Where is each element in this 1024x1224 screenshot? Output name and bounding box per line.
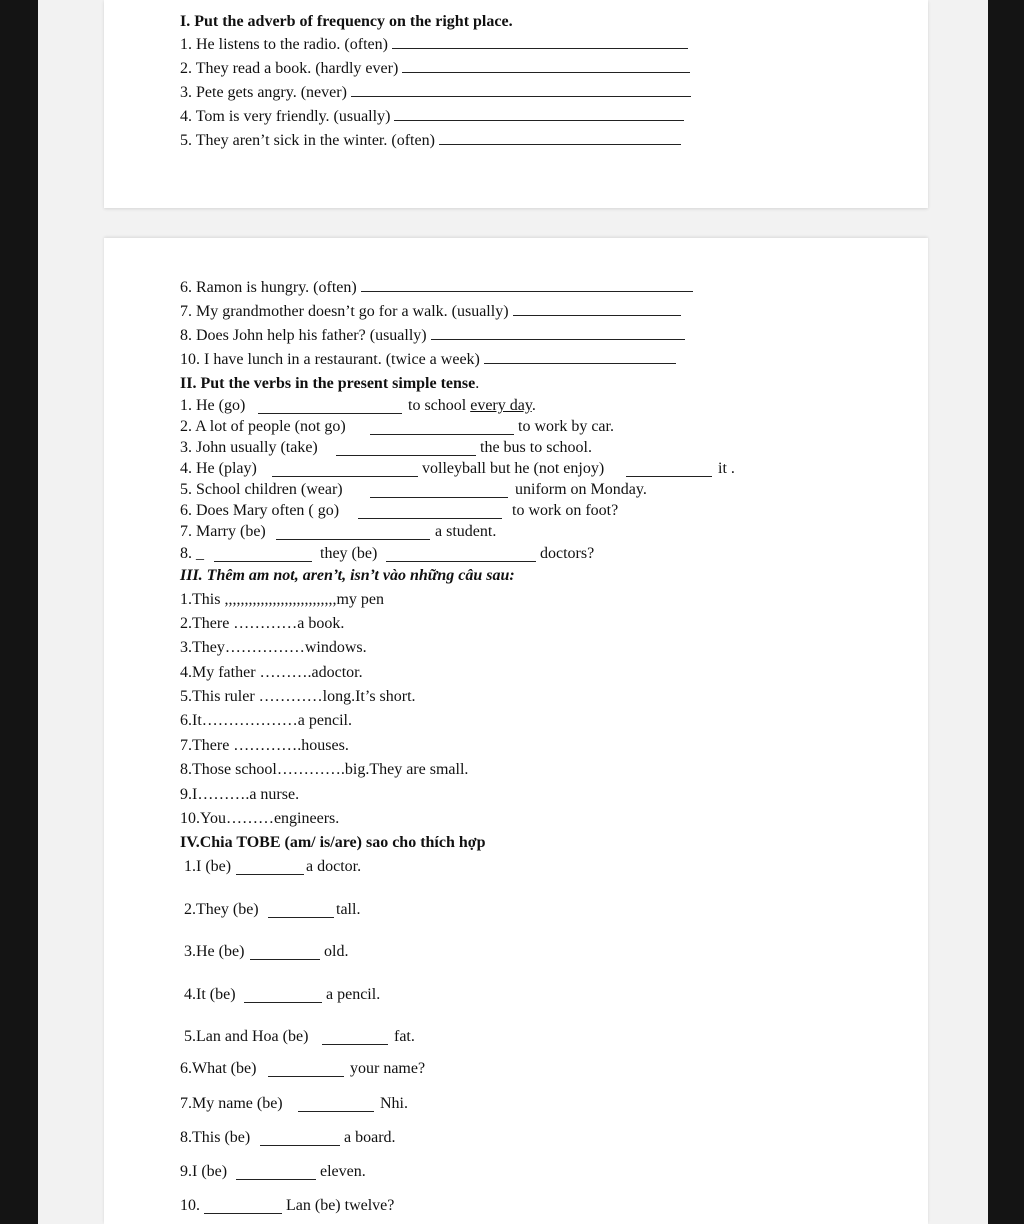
sec3-item-3: 3.They……………windows. [180, 639, 367, 656]
section-2-title: II. Put the verbs in the present simple tense. [180, 375, 480, 392]
sec4-item-8: 8.This (be) a board. [180, 1129, 396, 1146]
section-1-title: I. Put the adverb of frequency on the right place. [180, 13, 513, 30]
sec3-item-1: 1.This ,,,,,,,,,,,,,,,,,,,,,,,,,,,,my pen [180, 591, 384, 608]
sec1-item-3: 3. Pete gets angry. (never) [180, 83, 691, 103]
sec2-q2: 2. A lot of people (not go) to work by car. [180, 418, 614, 435]
sec4-item-9: 9.I (be) eleven. [180, 1163, 366, 1180]
sec3-item-10: 10.You………engineers. [180, 810, 340, 827]
section-4-title: IV.Chia TOBE (am/ is/are) sao cho thích hợp [180, 834, 486, 851]
sec4-item-1: 1.I (be) a doctor. [184, 858, 362, 875]
sec1-item-8: 8. Does John help his father? (usually) [180, 326, 685, 346]
sec4-item-2: 2.They (be) tall. [184, 901, 361, 918]
sec2-q1: 1. He (go) to school every day. [180, 397, 536, 414]
right-dark-margin [988, 0, 1024, 1224]
sec3-item-8: 8.Those school………….big.They are small. [180, 761, 469, 778]
sec1-item-2: 2. They read a book. (hardly ever) [180, 59, 690, 79]
sec3-item-2: 2.There …………a book. [180, 615, 345, 632]
left-dark-margin [0, 0, 38, 1224]
sec2-q3: 3. John usually (take) the bus to school. [180, 439, 592, 456]
sec2-q7: 7. Marry (be) a student. [180, 523, 497, 540]
sec1-item-6: 6. Ramon is hungry. (often) [180, 278, 693, 298]
sec2-q8: 8. _ they (be) doctors? [180, 545, 595, 562]
sec2-q6: 6. Does Mary often ( go) to work on foot? [180, 502, 619, 519]
sec2-q4: 4. He (play) volleyball but he (not enjoy) it . [180, 460, 735, 477]
sec4-item-6: 6.What (be) your name? [180, 1060, 426, 1077]
sec1-item-10: 10. I have lunch in a restaurant. (twice a week) [180, 350, 676, 370]
sec1-item-1: 1. He listens to the radio. (often) [180, 35, 688, 55]
sec4-item-4: 4.It (be) a pencil. [184, 986, 381, 1003]
sec3-item-6: 6.It………………a pencil. [180, 712, 352, 729]
sec4-item-3: 3.He (be) old. [184, 943, 349, 960]
sec4-item-7: 7.My name (be) Nhi. [180, 1095, 408, 1112]
sec3-item-4: 4.My father ……….adoctor. [180, 664, 363, 681]
sec3-item-9: 9.I……….a nurse. [180, 786, 300, 803]
sec1-item-7: 7. My grandmother doesn’t go for a walk. (usually) [180, 302, 681, 322]
sec3-item-5: 5.This ruler …………long.It’s short. [180, 688, 416, 705]
sec2-q5: 5. School children (wear) uniform on Monday. [180, 481, 647, 498]
sec1-item-4: 4. Tom is very friendly. (usually) [180, 107, 684, 127]
sec3-item-7: 7.There ………….houses. [180, 737, 349, 754]
sec4-item-5: 5.Lan and Hoa (be) fat. [184, 1028, 415, 1045]
sec1-item-5: 5. They aren’t sick in the winter. (often) [180, 131, 681, 151]
section-3-title: III. Thêm am not, aren’t, isn’t vào những câu sau: [180, 567, 515, 584]
sec4-item-10: 10. Lan (be) twelve? [180, 1197, 395, 1214]
